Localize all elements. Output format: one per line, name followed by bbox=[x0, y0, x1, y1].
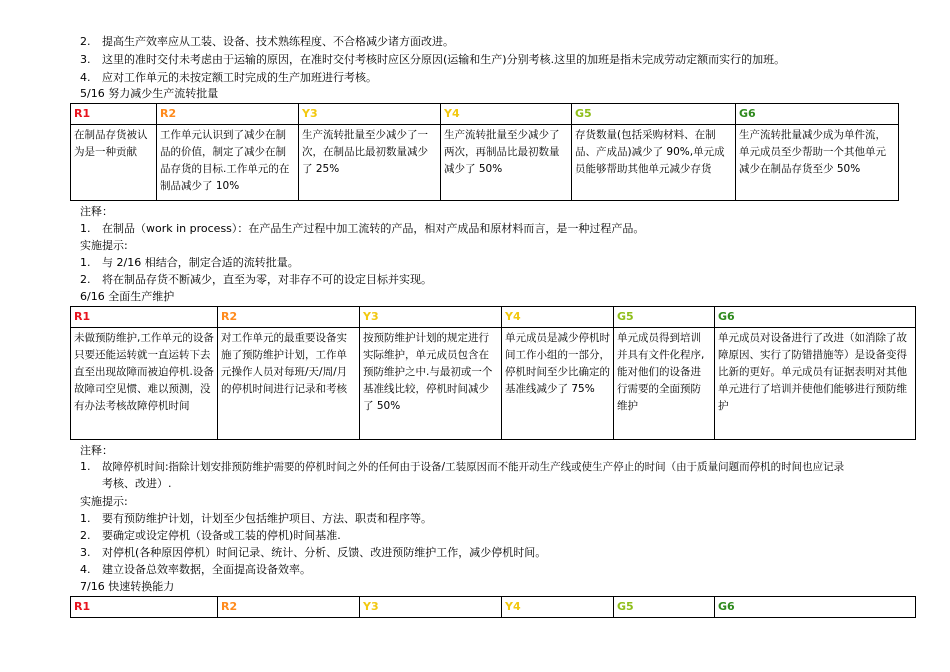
item-text: 故障停机时间:指除计划安排预防维护需要的停机时间之外的任何由于设备/工装原因而不能开动生产线或使生产停止的时间（由于质量问题而停机的时间也应记录 bbox=[102, 461, 845, 473]
item-text: 要确定或设定停机（设备或工装的停机)时间基准. bbox=[102, 529, 341, 542]
table-cell: 单元成员对设备进行了改进（如消除了故障原因、实行了防错措施等）是设备变得比新的更好。单元成员有证据表明对其他单元进行了培训并使他们能够进行预防维护 bbox=[715, 328, 916, 440]
table-cell: 生产流转批量减少成为单件流，单元成员至少帮助一个其他单元减少在制品存货至少 50% bbox=[736, 125, 899, 201]
level-r2-header: R2 bbox=[157, 104, 299, 125]
item-number: 2. bbox=[80, 273, 91, 286]
table-header-row bbox=[71, 307, 916, 328]
item-text: 在制品（work in process）：在产品生产过程中加工流转的产品，相对产成品和原材料而言，是一种过程产品。 bbox=[102, 222, 645, 235]
level-g6-header: G6 bbox=[736, 104, 899, 125]
notes-label: 注释： bbox=[80, 444, 113, 457]
level-r1-header: R1 bbox=[71, 307, 218, 328]
level-g5-header: G5 bbox=[614, 597, 715, 618]
table-cell: 在制品存货被认为是一种贡献 bbox=[71, 125, 157, 201]
notes-label: 注释： bbox=[80, 205, 113, 218]
table-cell: 单元成员是减少停机时间工作小组的一部分，停机时间至少比确定的基准线减少了 75% bbox=[502, 328, 614, 440]
table-cell: 未做预防维护,工作单元的设备只要还能运转就一直运转下去直至出现故障而被迫停机.设备故障司空见惯、难以预测，没有办法考核故障停机时间 bbox=[71, 328, 218, 440]
item-number: 2. bbox=[80, 529, 91, 542]
item-number: 4. bbox=[80, 71, 91, 84]
table-cell: 单元成员得到培训并具有文件化程序,能对他们的设备进行需要的全面预防维护 bbox=[614, 328, 715, 440]
list-item bbox=[80, 272, 432, 288]
item-number: 1. bbox=[80, 512, 91, 525]
item-number: 3. bbox=[80, 546, 91, 559]
list-item bbox=[80, 562, 311, 578]
list-item bbox=[80, 545, 546, 561]
level-y3-header: Y3 bbox=[299, 104, 441, 125]
section-title: 6/16 全面生产维护 bbox=[80, 290, 175, 303]
level-y3-header: Y3 bbox=[360, 307, 502, 328]
level-y4-header: Y4 bbox=[502, 307, 614, 328]
level-y4-header: Y4 bbox=[441, 104, 572, 125]
item-number: 4. bbox=[80, 563, 91, 576]
list-item bbox=[80, 255, 299, 271]
tips-label: 实施提示: bbox=[80, 495, 128, 508]
list-item bbox=[80, 52, 785, 68]
list-item bbox=[80, 221, 644, 237]
item-number: 3. bbox=[80, 53, 91, 66]
grade-table-5 bbox=[70, 103, 899, 201]
level-y4-header: Y4 bbox=[502, 597, 614, 618]
item-text: 与 2/16 相结合，制定合适的流转批量。 bbox=[102, 256, 299, 269]
item-number: 1. bbox=[80, 460, 91, 473]
list-item bbox=[80, 34, 454, 50]
table-row bbox=[71, 125, 899, 201]
level-r2-header: R2 bbox=[218, 307, 360, 328]
table-cell: 对工作单元的最重要设备实施了预防维护计划，工作单元操作人员对每班/天/周/月的停机时间进行记录和考核 bbox=[218, 328, 360, 440]
section-title: 5/16 努力减少生产流转批量 bbox=[80, 87, 219, 100]
list-item bbox=[80, 511, 432, 527]
list-item bbox=[80, 70, 377, 86]
level-r1-header: R1 bbox=[71, 597, 218, 618]
table-cell: 按预防维护计划的规定进行实际维护，单元成员包含在预防维护之中.与最初或一个基准线比较，停机时间减少了 50% bbox=[360, 328, 502, 440]
level-y3-header: Y3 bbox=[360, 597, 502, 618]
table-cell: 存货数量(包括采购材料、在制品、产成品)减少了 90%,单元成员能够帮助其他单元减少存货 bbox=[572, 125, 736, 201]
item-text: 应对工作单元的未按定额工时完成的生产加班进行考核。 bbox=[102, 71, 377, 84]
item-text: 建立设备总效率数据，全面提高设备效率。 bbox=[102, 563, 311, 576]
item-number: 1. bbox=[80, 222, 91, 235]
item-text: 这里的准时交付未考虑由于运输的原因，在准时交付考核时应区分原因(运输和生产)分别考核.这里的加班是指未完成劳动定额而实行的加班。 bbox=[102, 53, 786, 66]
table-header-row bbox=[71, 597, 916, 618]
level-r1-header: R1 bbox=[71, 104, 157, 125]
table-cell: 生产流转批量至少减少了一次，在制品比最初数量减少了 25% bbox=[299, 125, 441, 201]
item-text: 提高生产效率应从工装、设备、技术熟练程度、不合格减少诸方面改进。 bbox=[102, 35, 454, 48]
item-continuation: 考核、改进）. bbox=[102, 477, 172, 490]
item-number: 1. bbox=[80, 256, 91, 269]
table-cell: 生产流转批量至少减少了两次，再制品比最初数量减少了 50% bbox=[441, 125, 572, 201]
table-row bbox=[71, 328, 916, 440]
list-item bbox=[80, 528, 341, 544]
item-text: 对停机(各种原因停机）时间记录、统计、分析、反馈、改进预防维护工作，减少停机时间。 bbox=[102, 546, 547, 559]
section-title: 7/16 快速转换能力 bbox=[80, 580, 175, 593]
level-r2-header: R2 bbox=[218, 597, 360, 618]
table-header-row bbox=[71, 104, 899, 125]
item-text: 将在制品存货不断减少，直至为零，对非存不可的设定目标并实现。 bbox=[102, 273, 432, 286]
level-g6-header: G6 bbox=[715, 307, 916, 328]
grade-table-6 bbox=[70, 306, 916, 440]
list-item bbox=[80, 459, 844, 475]
level-g5-header: G5 bbox=[614, 307, 715, 328]
grade-table-7 bbox=[70, 596, 916, 618]
tips-label: 实施提示: bbox=[80, 239, 128, 252]
item-number: 2. bbox=[80, 35, 91, 48]
table-cell: 工作单元认识到了减少在制品的价值，制定了减少在制品存货的目标.工作单元的在制品减少了 10% bbox=[157, 125, 299, 201]
level-g6-header: G6 bbox=[715, 597, 916, 618]
item-text: 要有预防维护计划，计划至少包括维护项目、方法、职责和程序等。 bbox=[102, 512, 432, 525]
level-g5-header: G5 bbox=[572, 104, 736, 125]
